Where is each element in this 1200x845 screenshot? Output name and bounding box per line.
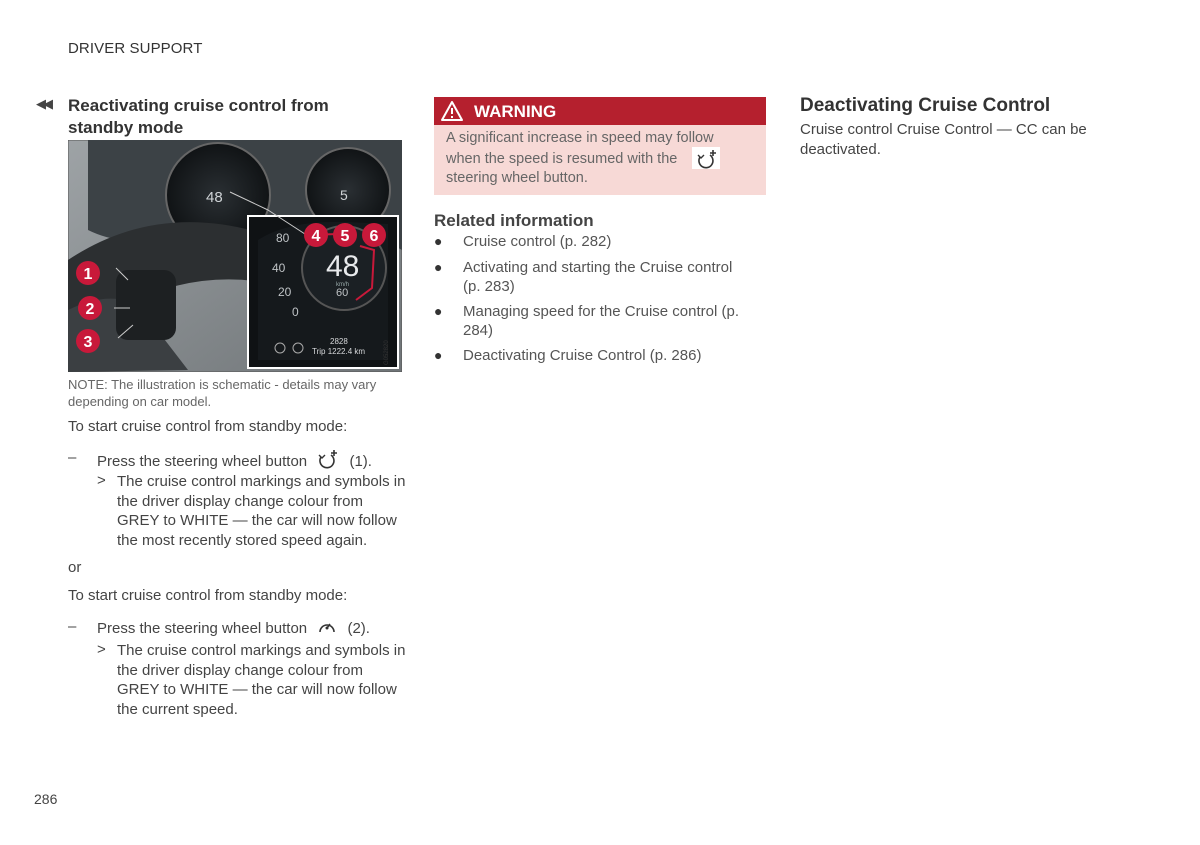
callout-2 xyxy=(78,296,102,320)
intro-text-1: To start cruise control from standby mode: xyxy=(68,418,348,435)
cruise-set-icon xyxy=(317,618,337,641)
warning-body xyxy=(434,125,766,195)
cruise-resume-icon xyxy=(317,449,339,474)
page-number: 286 xyxy=(34,791,58,807)
callout-3 xyxy=(76,329,100,353)
or-text: or xyxy=(68,559,82,576)
scale-40: 40 xyxy=(272,261,286,275)
svg-text:1: 1 xyxy=(83,266,93,283)
svg-text:4: 4 xyxy=(311,228,321,245)
trip-meter: Trip 1222.4 km xyxy=(312,347,366,356)
zoom-speed-large: 48 xyxy=(326,250,360,283)
svg-text:5: 5 xyxy=(340,228,350,245)
cruise-resume-icon xyxy=(692,147,720,169)
scale-0: 0 xyxy=(292,305,299,319)
figure-note: NOTE: The illustration is schematic - details may vary depending on car model. xyxy=(68,377,377,409)
bullet-icon: ● xyxy=(434,347,443,363)
warning-title: WARNING xyxy=(474,102,557,121)
result-marker-1: > xyxy=(97,472,106,489)
result-marker-2: > xyxy=(97,641,106,658)
step-dash-2: – xyxy=(68,618,77,635)
callout-5 xyxy=(333,223,357,247)
warning-line-3: steering wheel button. xyxy=(446,170,588,186)
step-1-text: Press the steering wheel button (1). xyxy=(97,449,372,474)
bullet-icon: ● xyxy=(434,303,443,319)
warning-triangle-icon xyxy=(440,100,464,127)
callout-1 xyxy=(76,261,100,285)
callout-4 xyxy=(304,223,328,247)
speed-unit: km/h xyxy=(336,282,350,288)
section-header: DRIVER SUPPORT xyxy=(68,40,203,57)
warning-header xyxy=(434,97,766,125)
callout-6 xyxy=(362,223,386,247)
scale-20: 20 xyxy=(278,285,292,299)
scale-80: 80 xyxy=(276,231,290,245)
related-link-2[interactable]: Activating and starting the Cruise control (p. 283) xyxy=(463,259,733,295)
dial-speed-small: 48 xyxy=(206,189,223,206)
step-2-text: Press the steering wheel button (2). xyxy=(97,618,370,641)
result-text-1: The cruise control markings and symbols in the driver display change colour from GREY to WHITE — the car will now follow the most recently stored speed again. xyxy=(117,473,406,549)
related-link-4[interactable]: Deactivating Cruise Control (p. 286) xyxy=(463,347,702,364)
deactivating-text: Cruise control Cruise Control — CC can be deactivated. xyxy=(800,121,1087,158)
result-text-2: The cruise control markings and symbols in the driver display change colour from GREY to WHITE — the car will now follow the current speed. xyxy=(117,642,406,718)
bullet-icon: ● xyxy=(434,233,443,249)
dial-gear: 5 xyxy=(340,187,348,203)
related-link-3[interactable]: Managing speed for the Cruise control (p. 284) xyxy=(463,303,739,339)
step-dash-1: – xyxy=(68,449,77,466)
cruise-control-illustration xyxy=(68,140,402,372)
intro-text-2: To start cruise control from standby mode: xyxy=(68,587,348,604)
image-code: G052820 xyxy=(384,340,390,365)
related-info-title: Related information xyxy=(434,211,594,230)
warning-line-2: when the speed is resumed with the xyxy=(446,151,678,167)
bullet-icon: ● xyxy=(434,259,443,275)
section-heading: Reactivating cruise control from standby mode xyxy=(68,96,329,137)
svg-text:3: 3 xyxy=(83,334,93,351)
related-link-1[interactable]: Cruise control (p. 282) xyxy=(463,233,612,250)
scale-60: 60 xyxy=(336,287,349,299)
odometer: 2828 xyxy=(330,337,348,346)
svg-text:6: 6 xyxy=(369,228,379,245)
deactivating-heading: Deactivating Cruise Control xyxy=(800,95,1051,116)
warning-line-1: A significant increase in speed may follow xyxy=(446,130,714,146)
back-arrows-icon[interactable]: ◀◀ xyxy=(36,96,50,111)
svg-text:2: 2 xyxy=(85,301,95,318)
